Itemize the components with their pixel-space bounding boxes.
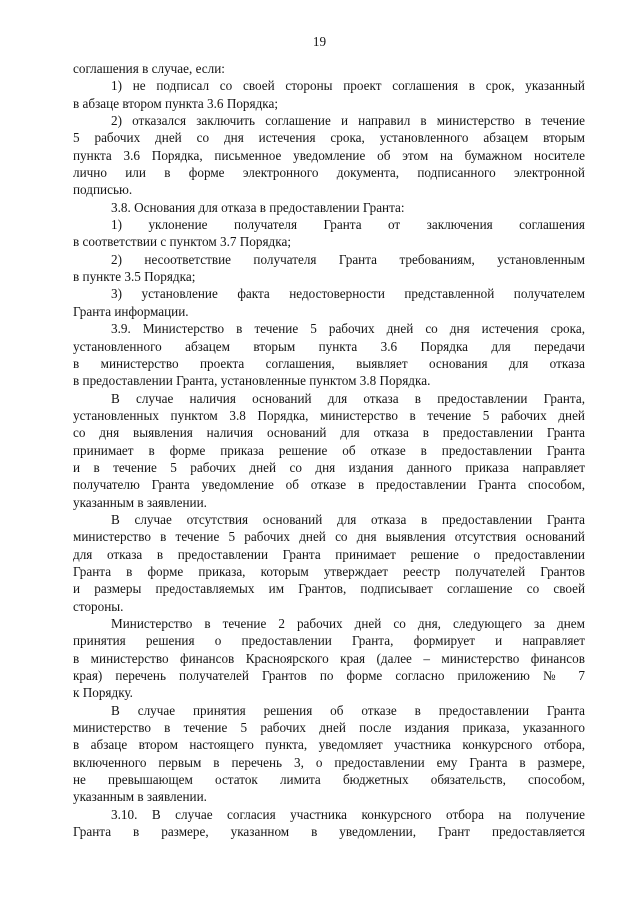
text-line: 1) уклонение получателя Гранта от заключения соглашения [111, 217, 585, 233]
text-line: стороны. [73, 598, 124, 614]
text-line: в пункте 3.5 Порядка; [73, 269, 196, 285]
text-line: 2) отказался заключить соглашение и направил в министерство в течение [111, 113, 585, 129]
paragraph [73, 615, 585, 702]
paragraph [73, 251, 585, 286]
text-line: 3) установление факта недостоверности представленной получателем [111, 286, 585, 302]
text-line: подписью. [73, 182, 133, 198]
text-line: для отказа в предоставлении Гранта принимает решение о предоставлении [73, 546, 585, 562]
text-line: 3.8. Основания для отказа в предоставлении Гранта: [111, 199, 405, 215]
text-line: В случае наличия оснований для отказа в предоставлении Гранта, [111, 390, 585, 406]
text-line: Министерство в течение 2 рабочих дней со дня, следующего за днем [111, 616, 585, 631]
text-line: края) перечень получателей Грантов по форме согласно приложению № 7 [73, 668, 585, 684]
paragraph [73, 320, 585, 389]
text-line: 2) несоответствие получателя Гранта требованиям, установленным [111, 251, 585, 267]
text-line: и в течение 5 рабочих дней со дня издания данного приказа направляет [73, 459, 585, 475]
text-line: Гранта в форме приказа, которым утверждает реестр получателей Грантов [73, 563, 585, 579]
paragraph [73, 216, 585, 251]
text-line: принятия решения о предоставлении Гранта, формирует и направляет [73, 633, 585, 649]
text-line: министерство в течение 5 рабочих дней со дня выявления отсутствия оснований [73, 529, 585, 545]
text-line: указанным в заявлении. [73, 494, 207, 510]
text-line: В случае отсутствия оснований для отказа в предоставлении Гранта [111, 511, 585, 527]
paragraph [73, 806, 585, 841]
text-line: установленных пунктом 3.8 Порядка, министерство в течение 5 рабочих дней [73, 407, 585, 423]
page-number: 19 [312, 34, 327, 49]
document-body [73, 60, 585, 840]
text-line: принимает в форме приказа решение об отказе в предоставлении Гранта [73, 442, 585, 458]
paragraph [73, 390, 585, 511]
text-line: 3.10. В случае согласия участника конкурсного отбора на получение [111, 806, 585, 822]
text-line: 1) не подписал со своей стороны проект соглашения в срок, указанный [111, 78, 585, 94]
text-line: в абзаце втором настоящего пункта, уведомляет участника конкурсного отбора, [73, 737, 585, 753]
paragraph [73, 511, 585, 615]
text-line: включенного первым в перечень 3, о предоставлении ему Гранта в размере, [73, 754, 585, 770]
text-line: 5 рабочих дней со дня истечения срока, установленного абзацем вторым [73, 130, 585, 146]
text-line: в абзаце втором пункта 3.6 Порядка; [73, 95, 279, 111]
text-line: указанным в заявлении. [73, 789, 207, 805]
text-line: Гранта информации. [73, 303, 189, 319]
text-line: соглашения в случае, если: [73, 61, 225, 76]
paragraph [73, 285, 585, 320]
text-line: к Порядку. [73, 685, 133, 701]
text-line: В случае принятия решения об отказе в предоставлении Гранта [111, 702, 585, 718]
text-line: и размеры предоставляемых им Грантов, подписывает соглашение со своей [73, 581, 585, 597]
paragraph [73, 112, 585, 199]
text-line: в министерство проекта соглашения, выявляет основания для отказа [73, 355, 585, 371]
text-line: пункта 3.6 Порядка, письменное уведомление об этом на бумажном носителе [73, 147, 585, 163]
text-line: 3.9. Министерство в течение 5 рабочих дней со дня истечения срока, [111, 321, 585, 337]
paragraph [73, 702, 585, 806]
text-line: в соответствии с пунктом 3.7 Порядка; [73, 234, 291, 250]
paragraph [73, 60, 585, 77]
text-line: получателю Гранта уведомление об отказе в предоставлении Гранта способом, [73, 477, 585, 493]
text-line: в предоставлении Гранта, установленные пунктом 3.8 Порядка. [73, 373, 431, 389]
text-line: лично или в форме электронного документа, подписанного электронной [73, 165, 585, 181]
text-line: установленного абзацем вторым пункта 3.6 Порядка для передачи [73, 338, 585, 354]
text-line: не превышающем остаток лимита бюджетных обязательств, способом, [73, 772, 585, 788]
paragraph [73, 199, 585, 216]
text-line: в министерство финансов Красноярского края (далее – министерство финансов [73, 650, 585, 666]
paragraph [73, 77, 585, 112]
text-line: министерство в течение 5 рабочих дней после издания приказа, указанного [73, 720, 585, 736]
text-line: со дня выявления наличия оснований для отказа в предоставлении Гранта [73, 425, 585, 441]
text-line: Гранта в размере, указанном в уведомлении, Грант предоставляется [73, 824, 585, 840]
